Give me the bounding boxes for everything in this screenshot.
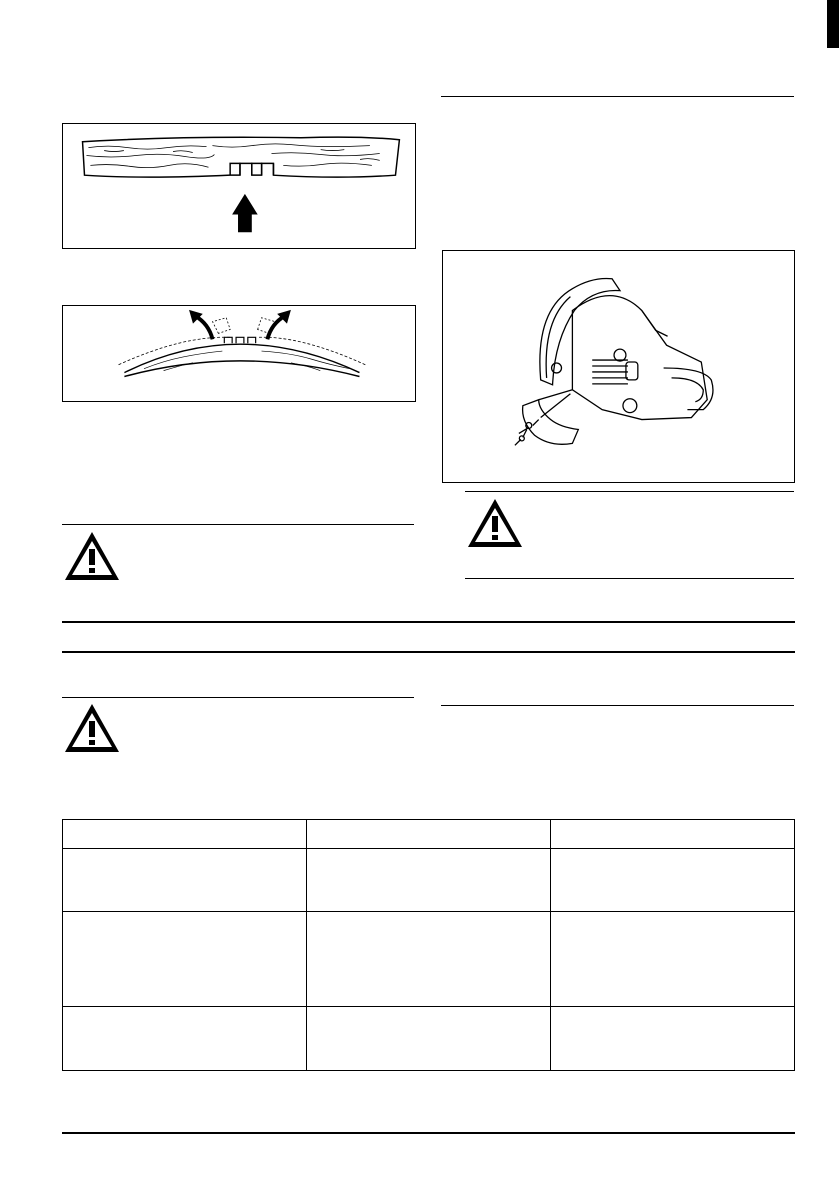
table-cell <box>307 849 551 912</box>
table-row <box>63 1007 795 1071</box>
warning-rule-top-right <box>465 491 794 492</box>
warning-rule-top <box>62 524 414 525</box>
figure-crack-bending <box>62 305 416 402</box>
power-cutter-illustration <box>443 251 794 482</box>
table-cell <box>63 1007 307 1071</box>
section-rule-full-1 <box>62 621 795 623</box>
warning-rule-top-2 <box>62 697 414 698</box>
table-cell <box>551 912 795 1007</box>
footer-rule <box>62 1132 795 1134</box>
table-cell <box>551 849 795 912</box>
table-cell <box>551 820 795 849</box>
section-rule-full-2 <box>62 651 795 653</box>
warning-triangle-icon <box>465 496 525 550</box>
notched-board-illustration <box>63 124 415 248</box>
figure-saw-cover <box>442 250 795 483</box>
warning-rule-bottom-right <box>465 578 794 579</box>
table-header-row <box>63 820 795 849</box>
table-cell <box>63 849 307 912</box>
table-cell <box>307 912 551 1007</box>
bent-board-illustration <box>63 306 415 401</box>
table-cell <box>63 912 307 1007</box>
table-cell <box>63 820 307 849</box>
troubleshooting-table <box>62 819 795 1071</box>
table-row <box>63 912 795 1007</box>
table-cell <box>551 1007 795 1071</box>
warning-triangle-icon <box>62 529 122 583</box>
section-rule <box>441 96 794 97</box>
section-rule-right-2 <box>441 705 794 706</box>
thumb-tab-marker <box>827 0 839 48</box>
table-row <box>63 849 795 912</box>
table-cell <box>307 1007 551 1071</box>
warning-triangle-icon <box>62 701 122 755</box>
figure-crack-notches <box>62 123 416 249</box>
table-cell <box>307 820 551 849</box>
